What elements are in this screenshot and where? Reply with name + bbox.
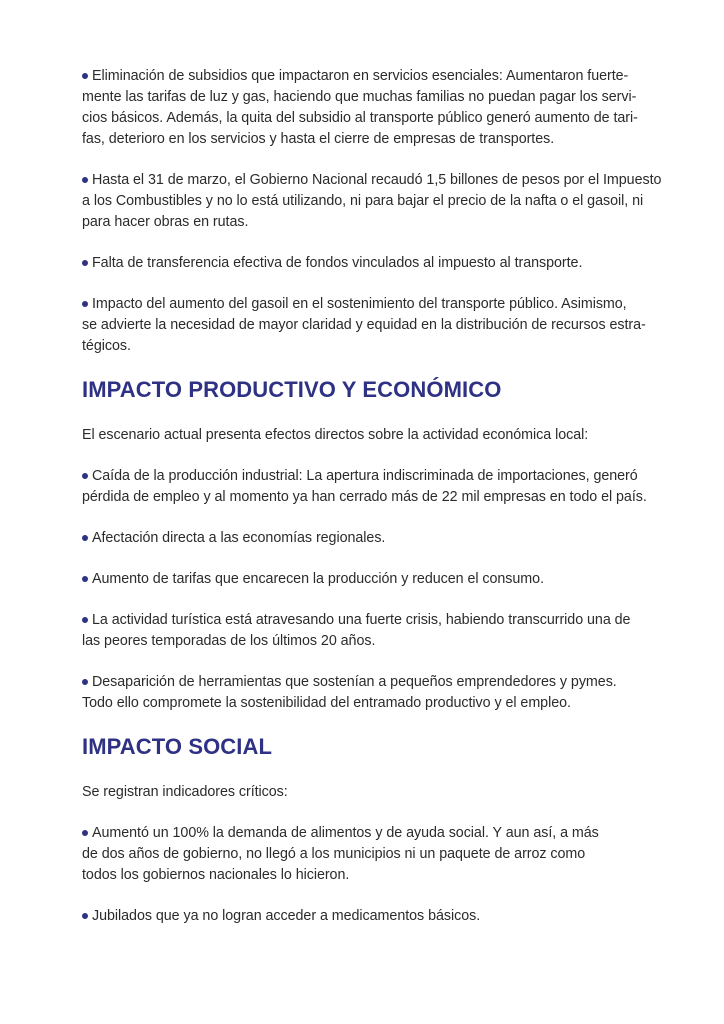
text-line: fas, deterioro en los servicios y hasta el cierre de empresas de transportes. xyxy=(82,131,555,147)
intro-social xyxy=(82,782,644,803)
bullet-dot-icon xyxy=(82,177,88,183)
text-line: se advierte la necesidad de mayor claridad y equidad en la distribución de recursos estra- xyxy=(82,317,646,333)
bullet-produccion-industrial xyxy=(82,466,647,508)
text-line: Jubilados que ya no logran acceder a medicamentos básicos. xyxy=(82,906,644,927)
text-line: pérdida de empleo y al momento ya han cerrado más de 22 mil empresas en todo el país. xyxy=(82,489,647,505)
bullet-herramientas-pymes xyxy=(82,672,644,714)
bullet-dot-icon xyxy=(82,913,88,919)
bullet-combustibles xyxy=(82,170,662,233)
text-line: Hasta el 31 de marzo, el Gobierno Nacional recaudó 1,5 billones de pesos por el Impuesto xyxy=(82,170,644,191)
bullet-dot-icon xyxy=(82,576,88,582)
text-line: Todo ello compromete la sostenibilidad del entramado productivo y el empleo. xyxy=(82,695,571,711)
text-line: cios básicos. Además, la quita del subsidio al transporte público generó aumento de tari- xyxy=(82,110,638,126)
bullet-dot-icon xyxy=(82,830,88,836)
text-line: Aumento de tarifas que encarecen la producción y reducen el consumo. xyxy=(82,569,644,590)
bullet-dot-icon xyxy=(82,617,88,623)
bullet-demanda-alimentos xyxy=(82,823,644,886)
bullet-dot-icon xyxy=(82,473,88,479)
text-line: a los Combustibles y no lo está utilizando, ni para bajar el precio de la nafta o el gasoil, ni xyxy=(82,193,644,209)
bullet-dot-icon xyxy=(82,73,88,79)
text-line: Desaparición de herramientas que sostenían a pequeños emprendedores y pymes. xyxy=(82,672,644,693)
intro-productivo xyxy=(82,425,644,446)
bullet-jubilados xyxy=(82,906,644,927)
text-line: mente las tarifas de luz y gas, haciendo que muchas familias no puedan pagar los servi- xyxy=(82,89,637,105)
bullet-turismo xyxy=(82,610,644,652)
text-line: tégicos. xyxy=(82,338,131,354)
text-line: las peores temporadas de los últimos 20 años. xyxy=(82,633,376,649)
text-line: Falta de transferencia efectiva de fondos vinculados al impuesto al transporte. xyxy=(82,253,644,274)
text-line: Impacto del aumento del gasoil en el sostenimiento del transporte público. Asimismo, xyxy=(82,294,644,315)
text-line: para hacer obras en rutas. xyxy=(82,214,249,230)
bullet-economias-regionales xyxy=(82,528,644,549)
text-line: Se registran indicadores críticos: xyxy=(82,784,288,800)
text-line: Afectación directa a las economías regionales. xyxy=(82,528,644,549)
bullet-subsidios xyxy=(82,66,644,150)
text-line: todos los gobiernos nacionales lo hicieron. xyxy=(82,867,350,883)
text-line: Caída de la producción industrial: La apertura indiscriminada de importaciones, generó xyxy=(82,466,644,487)
bullet-gasoil xyxy=(82,294,644,357)
page-content xyxy=(82,66,662,947)
bullet-dot-icon xyxy=(82,679,88,685)
text-line: de dos años de gobierno, no llegó a los municipios ni un paquete de arroz como xyxy=(82,846,586,862)
section-heading-social: IMPACTO SOCIAL xyxy=(82,734,273,759)
section-heading-productivo: IMPACTO PRODUCTIVO Y ECONÓMICO xyxy=(82,377,502,402)
bullet-dot-icon xyxy=(82,301,88,307)
bullet-dot-icon xyxy=(82,260,88,266)
text-line: La actividad turística está atravesando una fuerte crisis, habiendo transcurrido una de xyxy=(82,610,644,631)
bullet-aumento-tarifas xyxy=(82,569,644,590)
text-line: El escenario actual presenta efectos directos sobre la actividad económica local: xyxy=(82,427,589,443)
bullet-dot-icon xyxy=(82,535,88,541)
text-line: Eliminación de subsidios que impactaron en servicios esenciales: Aumentaron fuerte- xyxy=(82,66,644,87)
text-line: Aumentó un 100% la demanda de alimentos y de ayuda social. Y aun así, a más xyxy=(82,823,644,844)
bullet-transferencia xyxy=(82,253,644,274)
